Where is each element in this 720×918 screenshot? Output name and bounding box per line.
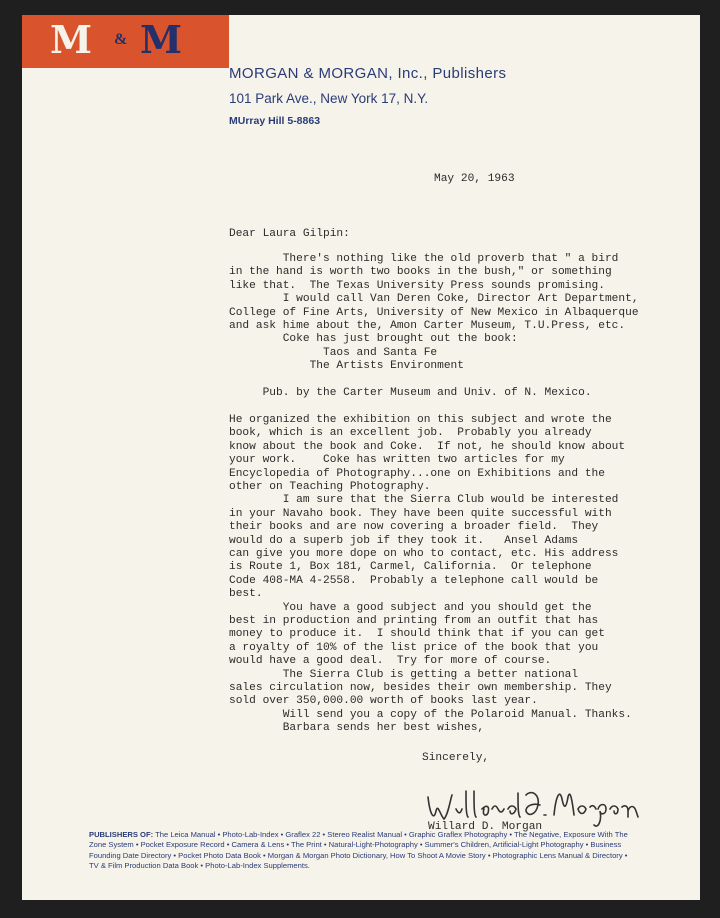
company-logo (22, 15, 229, 68)
logo-letter-left: M (50, 17, 91, 62)
letter-page (22, 15, 700, 900)
logo-ampersand: & (114, 31, 128, 48)
company-name: MORGAN & MORGAN, Inc., Publishers (229, 65, 507, 82)
footer-label: PUBLISHERS OF: (89, 830, 154, 839)
letter-date: May 20, 1963 (434, 173, 515, 185)
letter-body: There's nothing like the old proverb that " a bird in the hand is worth two books in the bush," or something like that. The Texas University Press sounds promising. I would call Van Deren Coke, Director Art Department, College of Fine Arts, University of New Mexico in Albaquerque and ask hime about the, Amon Carter Museum, T.U.Press, etc. Coke has just brought out the book: Taos and Santa Fe The Artists Environment Pub. by the Carter Museum and Univ. of N. Mexico. He organized the exhibition on this subject and wrote the book, which is an excellent job. Probably you already know about the book and Coke. If not, he should know about your work. Coke has written two articles for my Encyclopedia of Photography...one on Exhibitions and the other on Teaching Photography. I am sure that the Sierra Club would be interested in your Navaho book. They have been quite successful with their books and are now covering a broader field. They would do a superb job if they took it. Ansel Adams can give you more dope on who to contact, etc. His address is Route 1, Box 181, Carmel, California. Or telephone Code 408-MA 4-2558. Probably a telephone call would be best. You have a good subject and you should get the best in production and printing from an outfit that has money to produce it. I should think that if you can get a royalty of 10% of the list price of the book that you would have a good deal. Try for more of course. The Sierra Club is getting a better national sales circulation now, besides their own membership. They sold over 350,000.00 worth of books last year. Will send you a copy of the Polaroid Manual. Thanks. Barbara sends her best wishes, (229, 253, 639, 735)
typed-signature: Willard D. Morgan (428, 821, 543, 833)
closing: Sincerely, (422, 752, 490, 764)
publications-footer (89, 830, 639, 871)
company-address: 101 Park Ave., New York 17, N.Y. (229, 91, 429, 106)
salutation: Dear Laura Gilpin: (229, 228, 350, 240)
company-phone: MUrray Hill 5-8863 (229, 115, 321, 127)
logo-letter-right: M (140, 17, 181, 62)
footer-publications-list: The Leica Manual • Photo-Lab-Index • Graflex 22 • Stereo Realist Manual • Graphic Graflex Photography • The Negative, Exposure With The Zone System • Pocket Exposure Record • Camera & Lens • The Print • Natural-Light-Photography • Summer's Children, Artificial-Light Photography • Business Founding Date Directory • Pocket Photo Data Book • Morgan & Morgan Photo Dictionary, How To Shoot A Movie Story • Photographic Lens Manual & Directory • TV & Film Production Data Book • Photo-Lab-Index Supplements. (89, 830, 628, 870)
